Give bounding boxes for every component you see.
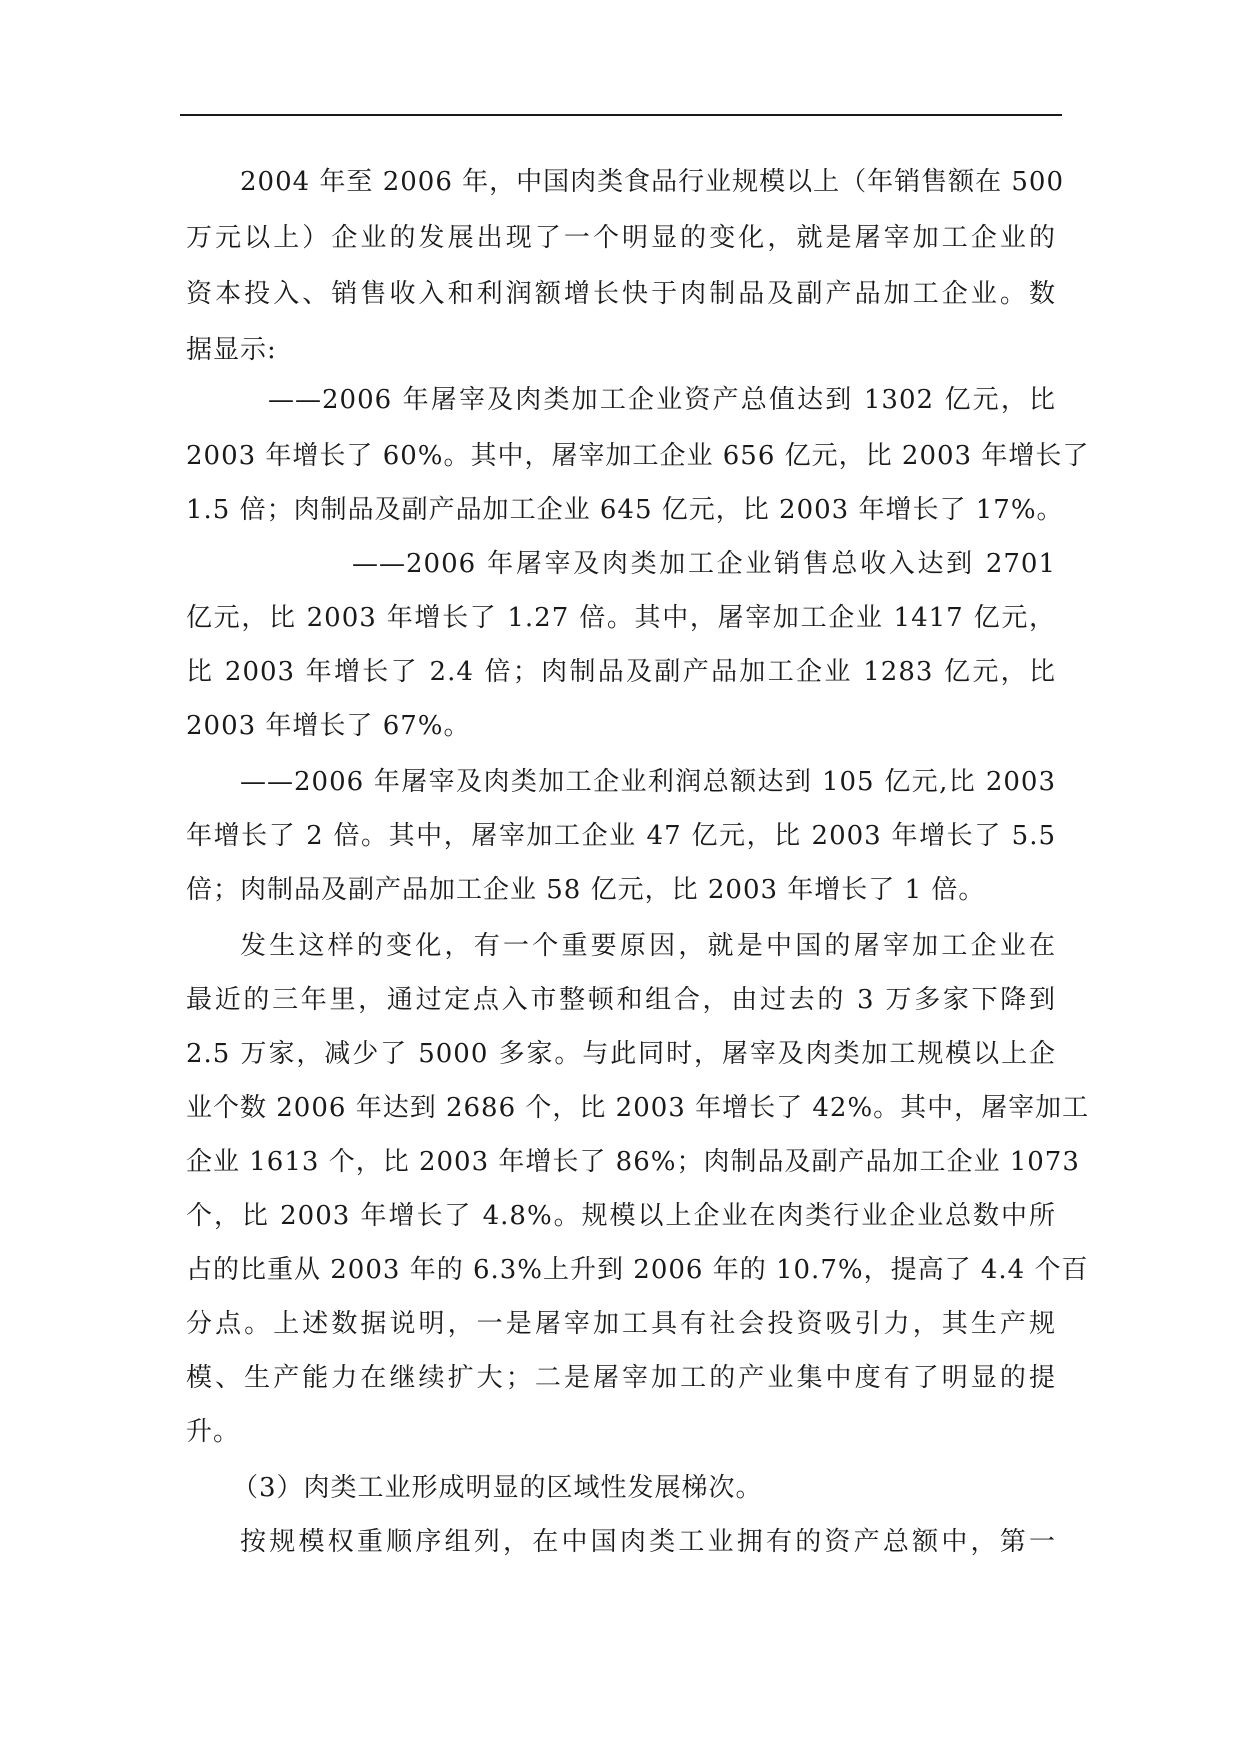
- text-line: 最近的三年里，通过定点入市整顿和组合，由过去的 3 万多家下降到: [186, 985, 1056, 1015]
- text-line: 个，比 2003 年增长了 4.8%。规模以上企业在肉类行业企业总数中所: [186, 1201, 1056, 1231]
- text-line: 倍；肉制品及副产品加工企业 58 亿元，比 2003 年增长了 1 倍。: [186, 875, 986, 905]
- text-line: 按规模权重顺序组列，在中国肉类工业拥有的资产总额中，第一: [240, 1527, 1056, 1557]
- text-line: 企业 1613 个，比 2003 年增长了 86%；肉制品及副产品加工企业 1073: [186, 1147, 1080, 1177]
- text-line: 2004 年至 2006 年，中国肉类食品行业规模以上（年销售额在 500: [240, 167, 1065, 197]
- header-rule: [180, 114, 1062, 116]
- text-line: 模、生产能力在继续扩大；二是屠宰加工的产业集中度有了明显的提: [186, 1363, 1056, 1393]
- section-heading: （3）肉类工业形成明显的区域性发展梯次。: [232, 1473, 763, 1503]
- text-line: 2003 年增长了 60%。其中，屠宰加工企业 656 亿元，比 2003 年增长了: [186, 441, 1090, 471]
- text-line: 业个数 2006 年达到 2686 个，比 2003 年增长了 42%。其中，屠宰加工: [186, 1093, 1090, 1123]
- text-line: 2.5 万家，减少了 5000 多家。与此同时，屠宰及肉类加工规模以上企: [186, 1039, 1056, 1069]
- text-line: 分点。上述数据说明，一是屠宰加工具有社会投资吸引力，其生产规: [186, 1309, 1056, 1339]
- text-line: 比 2003 年增长了 2.4 倍；肉制品及副产品加工企业 1283 亿元，比: [186, 657, 1056, 687]
- text-line: ——2006 年屠宰及肉类加工企业利润总额达到 105 亿元,比 2003: [240, 767, 1056, 797]
- text-line: 年增长了 2 倍。其中，屠宰加工企业 47 亿元，比 2003 年增长了 5.5: [186, 821, 1056, 851]
- text-line: 据显示:: [186, 335, 277, 365]
- text-line: 2003 年增长了 67%。: [186, 711, 471, 741]
- text-line: 占的比重从 2003 年的 6.3%上升到 2006 年的 10.7%，提高了 4.4 个百: [186, 1255, 1089, 1285]
- text-line: 万元以上）企业的发展出现了一个明显的变化，就是屠宰加工企业的: [186, 223, 1056, 253]
- text-line: 升。: [186, 1417, 241, 1447]
- text-line: ——2006 年屠宰及肉类加工企业资产总值达到 1302 亿元，比: [268, 385, 1056, 415]
- text-line: 亿元，比 2003 年增长了 1.27 倍。其中，屠宰加工企业 1417 亿元，: [186, 603, 1056, 633]
- text-line: 资本投入、销售收入和利润额增长快于肉制品及副产品加工企业。数: [186, 279, 1056, 309]
- text-line: ——2006 年屠宰及肉类加工企业销售总收入达到 2701: [352, 549, 1056, 579]
- text-line: 1.5 倍；肉制品及副产品加工企业 645 亿元，比 2003 年增长了 17%。: [186, 495, 1064, 525]
- text-line: 发生这样的变化，有一个重要原因，就是中国的屠宰加工企业在: [240, 931, 1056, 961]
